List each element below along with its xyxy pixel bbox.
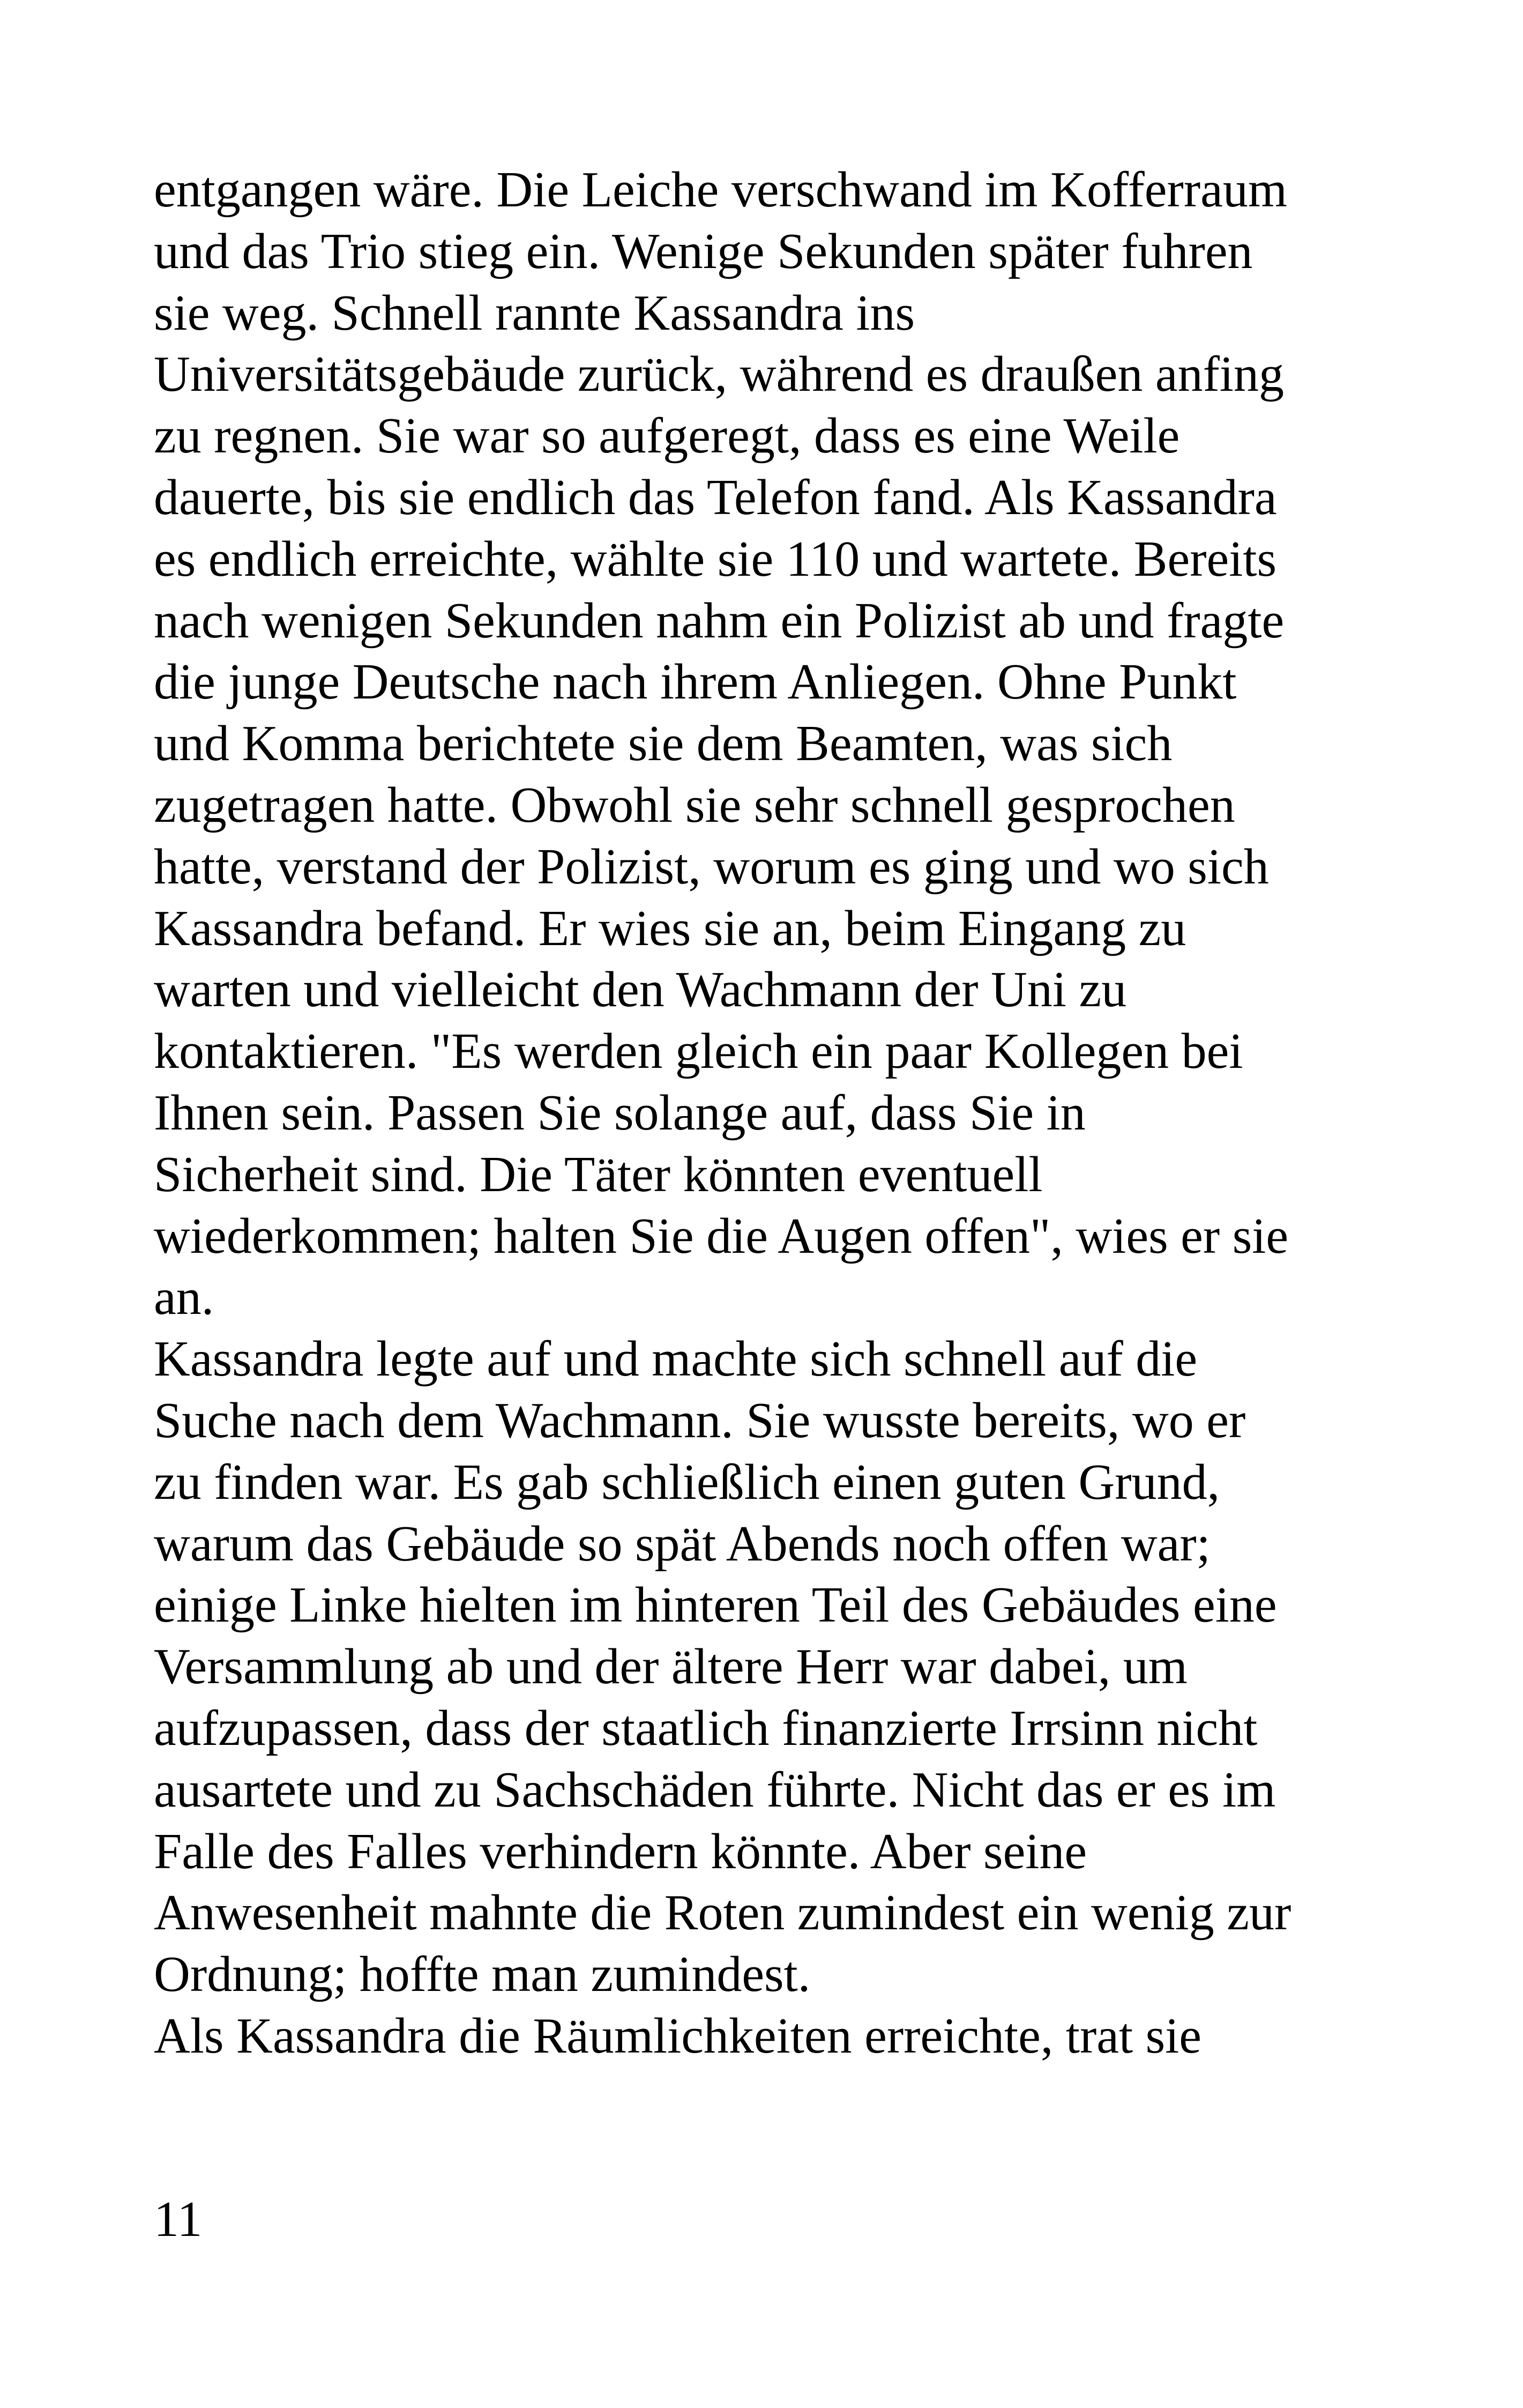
text-line: einige Linke hielten im hinteren Teil des Gebäudes eine [154, 1577, 1277, 1633]
text-line: zugetragen hatte. Obwohl sie sehr schnell gesprochen [154, 777, 1235, 833]
text-line: Versammlung ab und der ältere Herr war dabei, um [154, 1639, 1188, 1695]
text-line: an. [154, 1269, 214, 1326]
text-line: Ordnung; hoffte man zumindest. [154, 1946, 811, 2003]
text-line: wiederkommen; halten Sie die Augen offen", wies er sie [154, 1208, 1289, 1264]
text-line: zu regnen. Sie war so aufgeregt, dass es eine Weile [154, 408, 1180, 464]
page-number: 11 [154, 2191, 203, 2247]
text-line: dauerte, bis sie endlich das Telefon fand. Als Kassandra [154, 469, 1277, 525]
text-line: entgangen wäre. Die Leiche verschwand im Kofferraum [154, 162, 1287, 218]
text-line: und Komma berichtete sie dem Beamten, was sich [154, 716, 1173, 772]
text-line: es endlich erreichte, wählte sie 110 und wartete. Bereits [154, 531, 1277, 587]
text-line: Anwesenheit mahnte die Roten zumindest ein wenig zur [154, 1885, 1291, 1941]
text-line: kontaktieren. "Es werden gleich ein paar Kollegen bei [154, 1023, 1243, 1080]
text-line: Kassandra befand. Er wies sie an, beim Eingang zu [154, 900, 1186, 956]
text-line: Sicherheit sind. Die Täter könnten eventuell [154, 1146, 1043, 1202]
text-line: warten und vielleicht den Wachmann der Uni zu [154, 962, 1127, 1018]
text-line: warum das Gebäude so spät Abends noch offen war; [154, 1515, 1211, 1572]
text-line: Kassandra legte auf und machte sich schnell auf die [154, 1331, 1198, 1387]
text-line: Falle des Falles verhindern könnte. Aber seine [154, 1823, 1087, 1879]
text-line: Als Kassandra die Räumlichkeiten erreichte, trat sie [154, 2008, 1201, 2064]
text-line: aufzupassen, dass der staatlich finanzierte Irrsinn nicht [154, 1700, 1258, 1756]
text-line: Suche nach dem Wachmann. Sie wusste bereits, wo er [154, 1392, 1246, 1448]
text-line: Universitätsgebäude zurück, während es draußen anfing [154, 346, 1284, 403]
text-line: nach wenigen Sekunden nahm ein Polizist ab und fragte [154, 592, 1285, 649]
text-line: die junge Deutsche nach ihrem Anliegen. Ohne Punkt [154, 654, 1237, 710]
text-line: und das Trio stieg ein. Wenige Sekunden später fuhren [154, 223, 1253, 279]
text-line: sie weg. Schnell rannte Kassandra ins [154, 285, 915, 341]
text-line: ausartete und zu Sachschäden führte. Nicht das er es im [154, 1762, 1276, 1818]
body-text [154, 159, 1386, 2067]
text-line: hatte, verstand der Polizist, worum es ging und wo sich [154, 838, 1269, 895]
text-line: zu finden war. Es gab schließlich einen guten Grund, [154, 1454, 1220, 1510]
text-line: Ihnen sein. Passen Sie solange auf, dass Sie in [154, 1084, 1086, 1141]
